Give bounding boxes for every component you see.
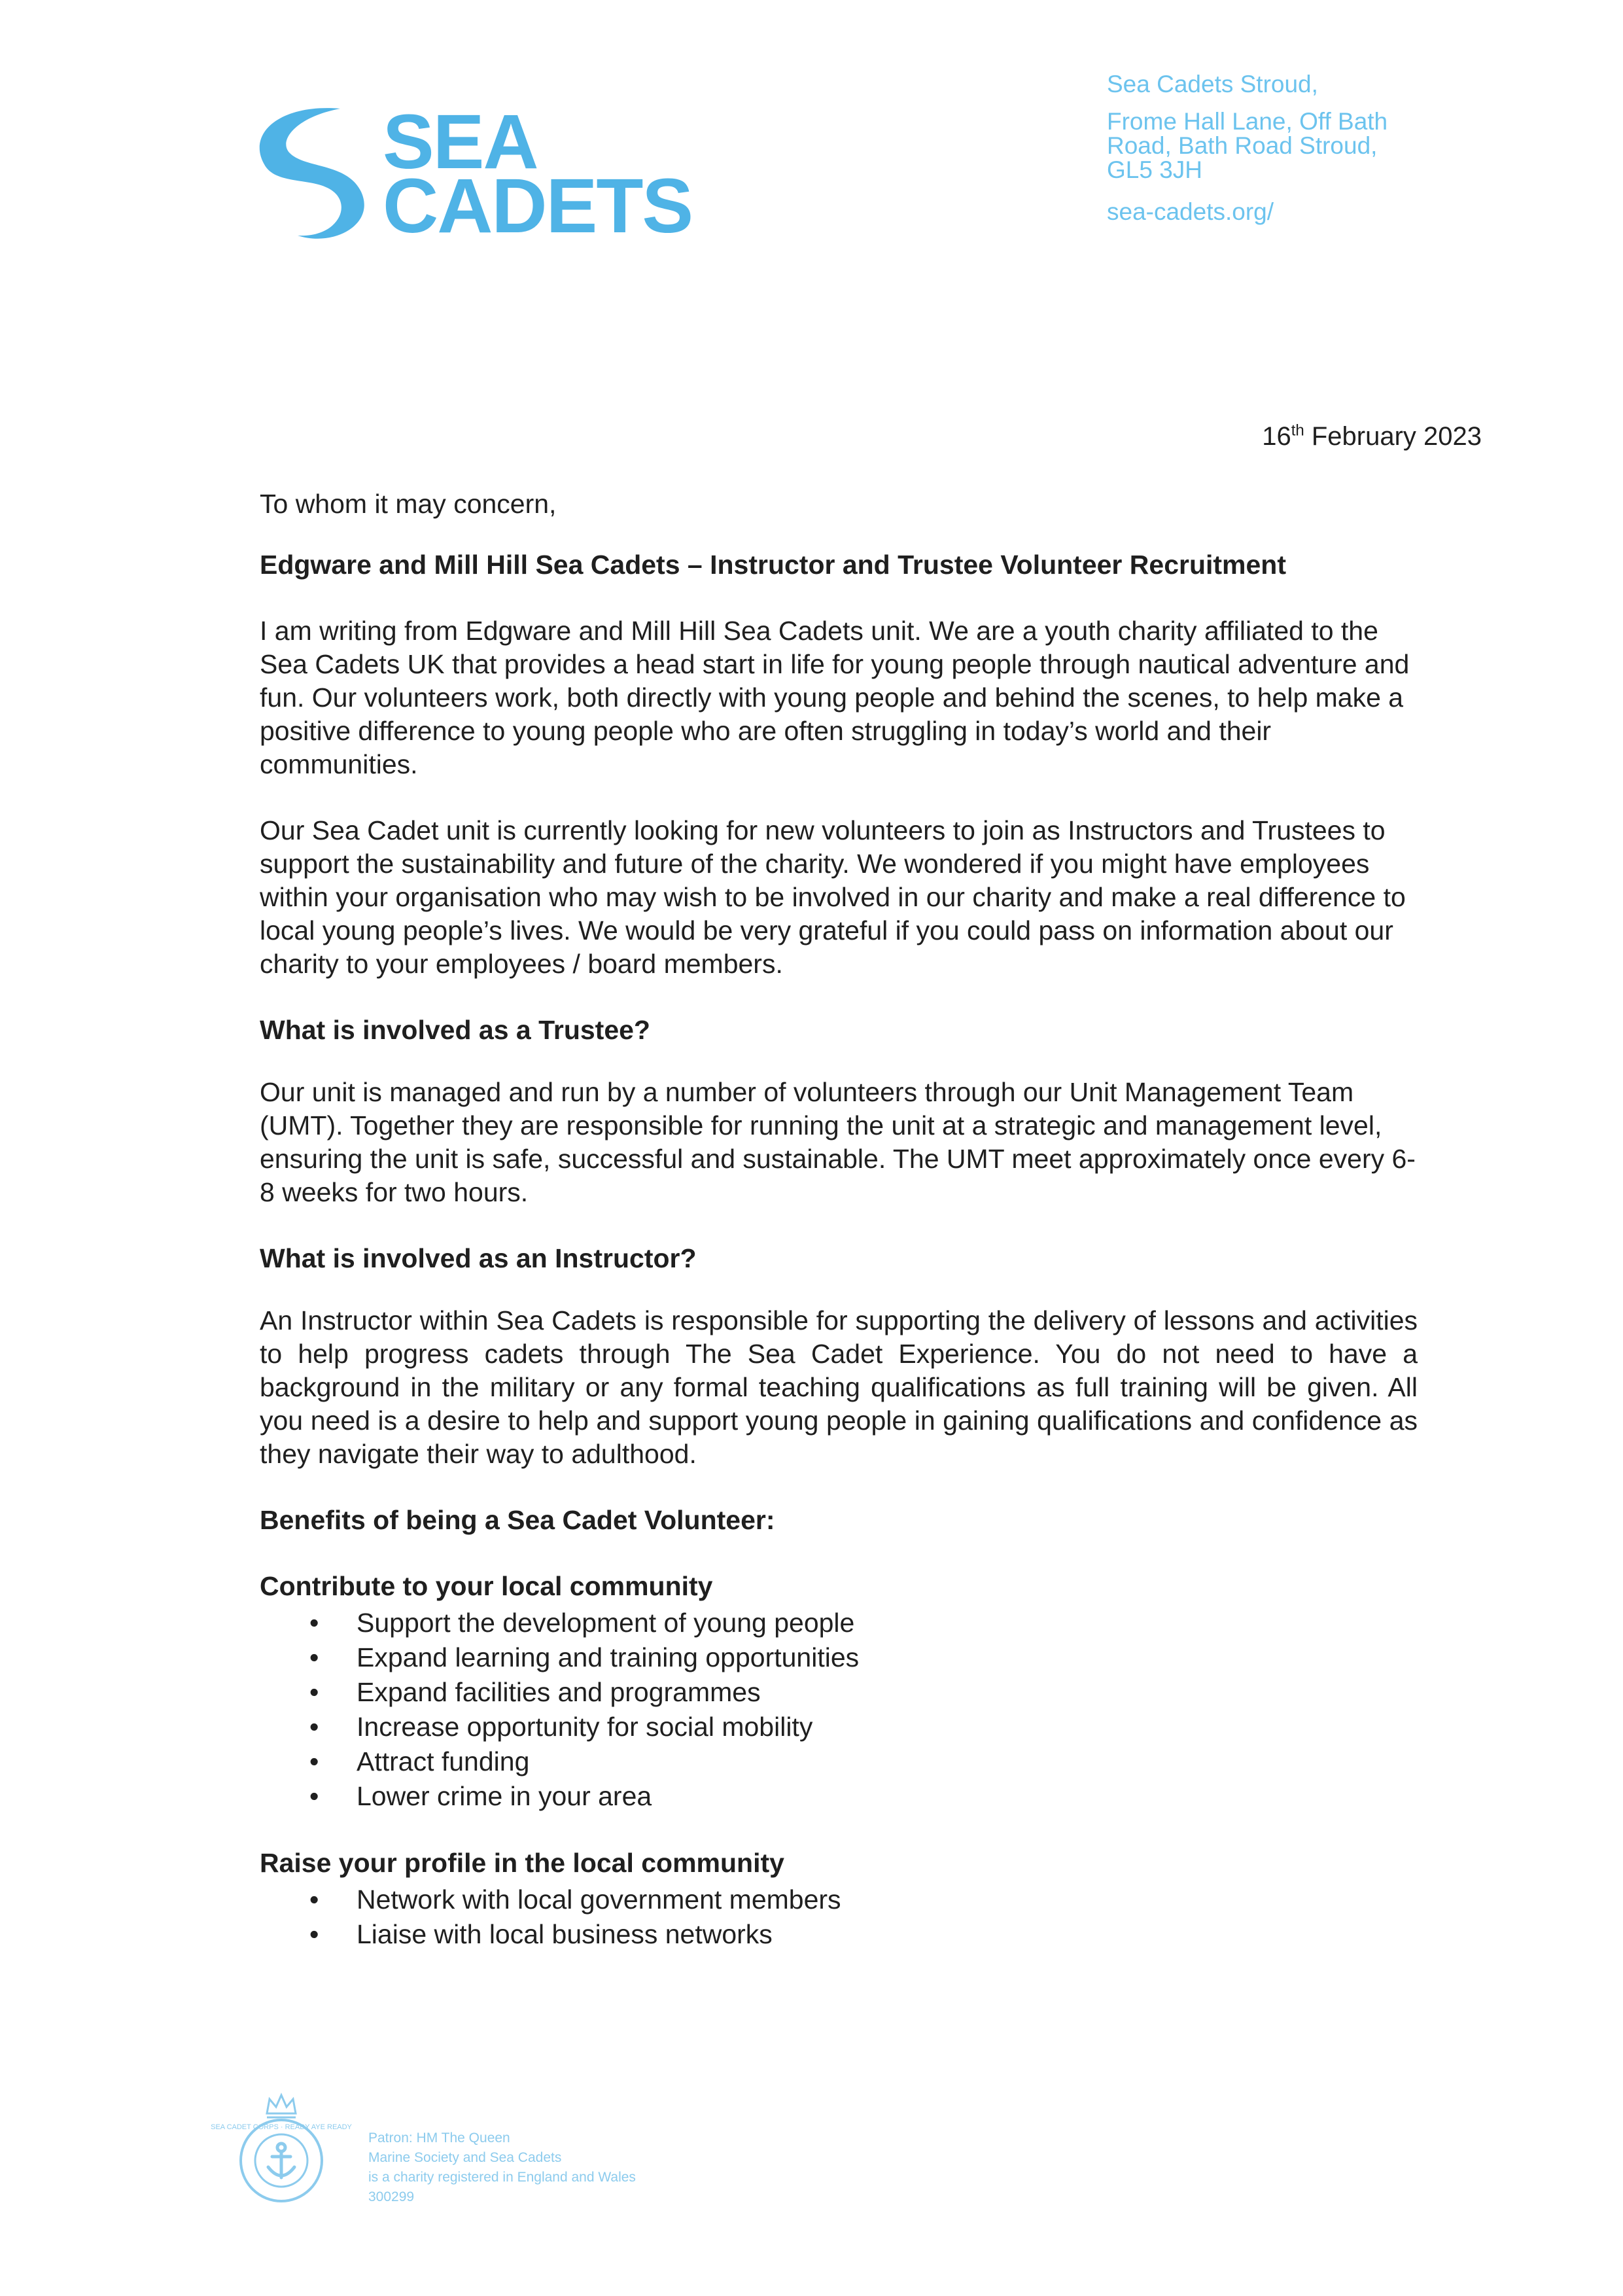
community-heading: Contribute to your local community xyxy=(260,1571,713,1601)
list-item: • Attract funding xyxy=(260,1744,1418,1779)
sea-cadet-corps-seal xyxy=(211,2087,352,2205)
community-list xyxy=(260,1606,1418,1814)
instructor-paragraph: An Instructor within Sea Cadets is responsible for supporting the delivery of lessons and activities to help progress cadets through The Sea Cadet Experience. You do not need to have a background in the military or any formal teaching qualifications as full training will be given. All you need is a desire to help and support young people in gaining qualifications and confidence as they navigate their way to adulthood. xyxy=(260,1305,1418,1469)
list-item: • Expand facilities and programmes xyxy=(260,1675,1418,1710)
footer-charity-info xyxy=(368,2128,636,2207)
trustee-paragraph: Our unit is managed and run by a number of volunteers through our Unit Management Team (UMT). Together they are responsible for running the unit at a strategic and management level, ensuring the unit is safe, successful and sustainable. The UMT meet approximately once every 6-8 weeks for two hours. xyxy=(260,1077,1416,1207)
logo-word-cadets: CADETS xyxy=(383,163,693,249)
address-line: GL5 3JH xyxy=(1107,156,1203,183)
address-line: Road, Bath Road Stroud, xyxy=(1107,132,1378,159)
profile-list xyxy=(260,1882,1418,1952)
wave-mark-icon xyxy=(242,97,373,247)
profile-heading: Raise your profile in the local community xyxy=(260,1848,784,1878)
letter-date xyxy=(1262,422,1482,451)
seal-text: SEA CADET CORPS · READY AYE READY xyxy=(211,2123,352,2131)
list-item: • Expand learning and training opportunities xyxy=(260,1640,1418,1675)
logo-word-sea: SEA xyxy=(383,99,538,185)
address-block xyxy=(1107,72,1387,224)
list-item: • Network with local government members xyxy=(260,1882,1418,1917)
instructor-heading: What is involved as an Instructor? xyxy=(260,1243,697,1273)
benefits-heading: Benefits of being a Sea Cadet Volunteer: xyxy=(260,1505,775,1535)
trustee-heading: What is involved as a Trustee? xyxy=(260,1015,650,1045)
address-line: Frome Hall Lane, Off Bath xyxy=(1107,108,1388,135)
crown-icon xyxy=(267,2095,296,2117)
date-day: 16 xyxy=(1262,422,1291,451)
salutation: To whom it may concern, xyxy=(260,489,557,519)
address-name: Sea Cadets Stroud, xyxy=(1107,71,1318,97)
letter-title: Edgware and Mill Hill Sea Cadets – Instructor and Trustee Volunteer Recruitment xyxy=(260,550,1286,580)
footer-patron: Patron: HM The Queen xyxy=(368,2130,510,2146)
recruitment-paragraph: Our Sea Cadet unit is currently looking for new volunteers to join as Instructors and Trustees to support the sustainability and future of the charity. We wondered if you might have employees within your organisation who may wish to be involved in our charity and make a real difference to local young people’s lives. We would be very grateful if you could pass on information about our charity to your employees / board members. xyxy=(260,815,1406,979)
date-rest: February 2023 xyxy=(1311,422,1482,451)
list-item: • Liaise with local business networks xyxy=(260,1917,1418,1952)
list-item: • Increase opportunity for social mobility xyxy=(260,1710,1418,1744)
letter-body xyxy=(260,487,1418,1985)
list-item: • Lower crime in your area xyxy=(260,1779,1418,1814)
footer-registration: is a charity registered in England and Wales xyxy=(368,2170,636,2185)
anchor-icon xyxy=(268,2144,294,2178)
intro-paragraph: I am writing from Edgware and Mill Hill Sea Cadets unit. We are a youth charity affiliated to the Sea Cadets UK that provides a head start in life for young people through nautical adventure and fun. Our volunteers work, both directly with young people and behind the scenes, to help make a positive difference to young people who are often struggling in today’s world and their communities. xyxy=(260,616,1410,779)
footer-organisation: Marine Society and Sea Cadets xyxy=(368,2150,562,2165)
footer-charity-number: 300299 xyxy=(368,2189,415,2204)
date-suffix: th xyxy=(1291,421,1304,440)
list-item: • Support the development of young people xyxy=(260,1606,1418,1640)
website-link[interactable]: sea-cadets.org/ xyxy=(1107,198,1274,225)
sea-cadets-logo xyxy=(242,97,713,247)
